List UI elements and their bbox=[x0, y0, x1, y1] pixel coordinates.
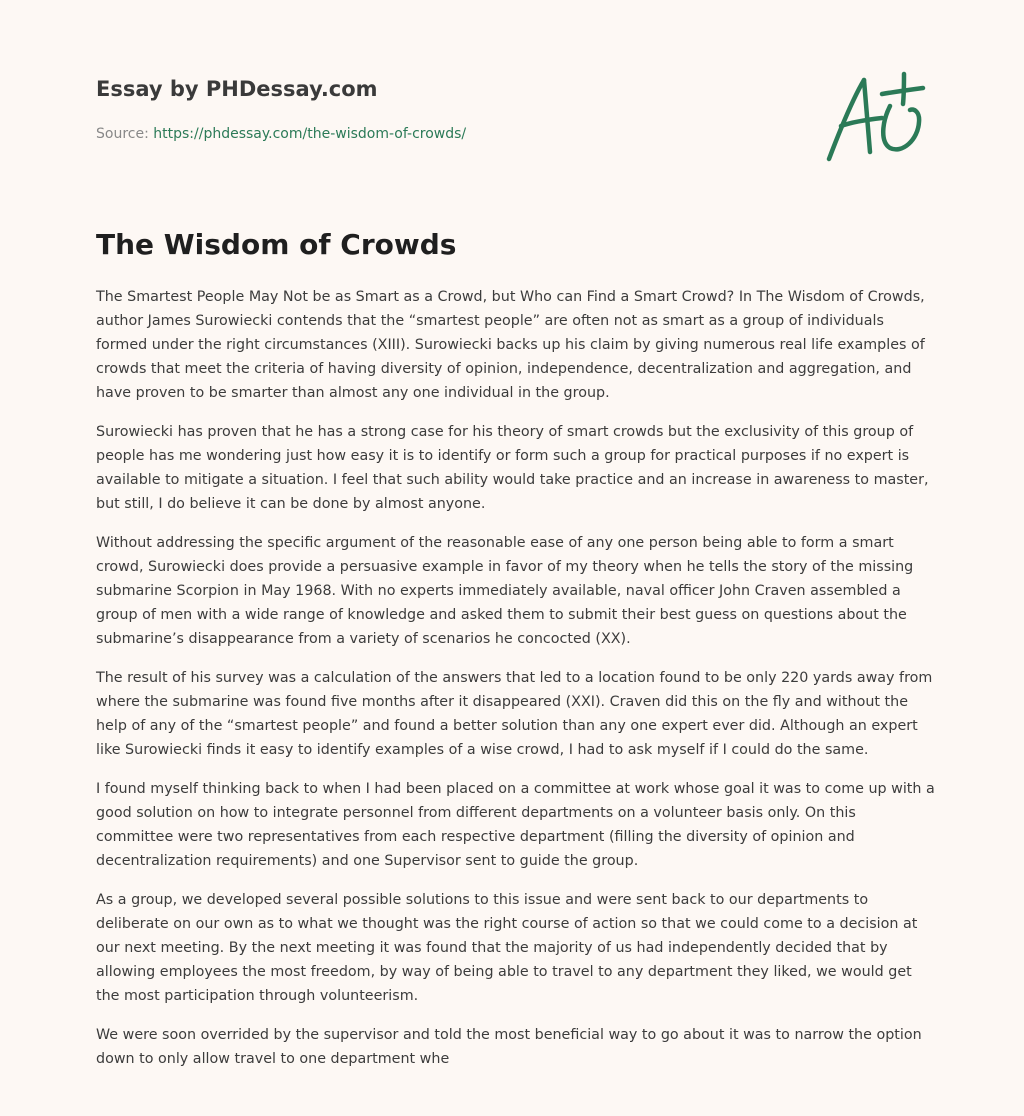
essay-paragraph: As a group, we developed several possible solutions to this issue and were sent back to our departments to deliberate on our own as to what we thought was the right course of action so that we could come to a decision at our next meeting. By the next meeting it was found that the majority of us had independently decided that by allowing employees the most freedom, by way of being able to travel to any department they liked, we would get the most participation through volunteerism. bbox=[96, 892, 918, 1004]
source-line bbox=[96, 124, 466, 144]
essay-title: The Wisdom of Crowds bbox=[96, 228, 457, 261]
essay-paragraph: Without addressing the specific argument of the reasonable ease of any one person being able to form a smart crowd, Surowiecki does provide a persuasive example in favor of my theory when he tells the story of the missing submarine Scorpion in May 1968. With no experts immediately available, naval officer John Craven assembled a group of men with a wide range of knowledge and asked them to submit their best guess on questions about the submarine’s disappearance from a variety of scenarios he concocted (XX). bbox=[96, 535, 914, 647]
essay-paragraph: The Smartest People May Not be as Smart as a Crowd, but Who can Find a Smart Crowd? In The Wisdom of Crowds, author James Surowiecki contends that the “smartest people” are often not as smart as a group of individuals formed under the right circumstances (XIII). Surowiecki backs up his claim by giving numerous real life examples of crowds that meet the criteria of having diversity of opinion, independence, decentralization and aggregation, and have proven to be smarter than almost any one individual in the group. bbox=[96, 289, 925, 401]
essay-paragraph: We were soon overrided by the supervisor and told the most beneficial way to go about it was to narrow the option down to only allow travel to one department whe bbox=[96, 1027, 922, 1067]
essay-paragraph: The result of his survey was a calculation of the answers that led to a location found to be only 220 yards away from where the submarine was found five months after it disappeared (XXI). Craven did this on the fly and without the help of any of the “smartest people” and found a better solution than any one expert ever did. Although an expert like Surowiecki finds it easy to identify examples of a wise crowd, I had to ask myself if I could do the same. bbox=[96, 670, 933, 758]
site-brand: Essay by PHDessay.com bbox=[96, 77, 378, 101]
essay-paragraph: Surowiecki has proven that he has a strong case for his theory of smart crowds but the exclusivity of this group of people has me wondering just how easy it is to identify or form such a group for practical purposes if no expert is available to mitigate a situation. I feel that such ability would take practice and an increase in awareness to master, but still, I do believe it can be done by almost anyone. bbox=[96, 424, 929, 512]
essay-body bbox=[96, 285, 936, 1086]
source-link[interactable]: https://phdessay.com/the-wisdom-of-crowds/ bbox=[153, 126, 467, 142]
essay-paragraph: I found myself thinking back to when I had been placed on a committee at work whose goal it was to come up with a good solution on how to integrate personnel from different departments on a volunteer basis only. On this committee were two representatives from each respective department (filling the diversity of opinion and decentralization requirements) and one Supervisor sent to guide the group. bbox=[96, 781, 935, 869]
source-label: Source: bbox=[96, 126, 149, 142]
a-plus-logo-icon bbox=[824, 70, 928, 164]
page-header bbox=[96, 74, 928, 142]
